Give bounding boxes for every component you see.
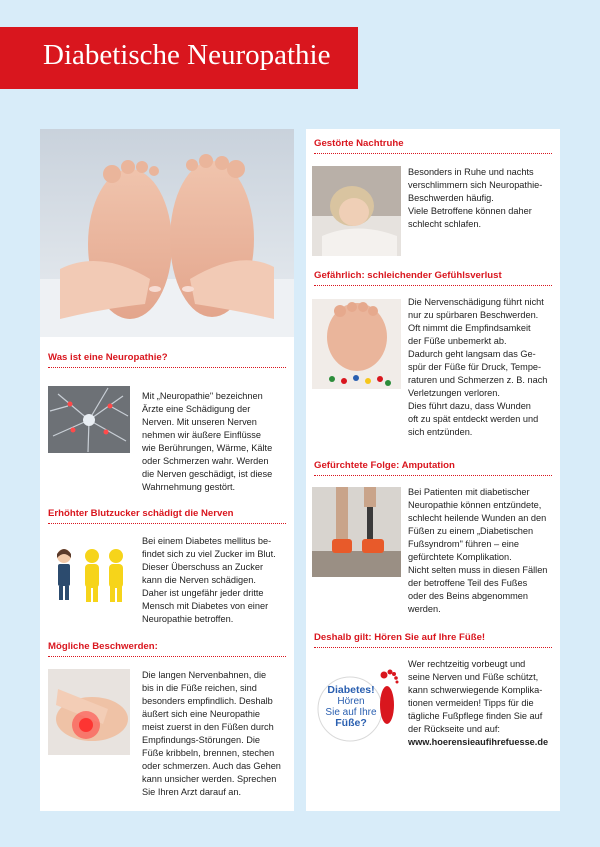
text-line: Ärzte eine Schädigung der <box>142 404 251 414</box>
text-line: Füße kribbeln, brennen, stechen <box>142 748 275 758</box>
badge-line-3: Sie auf Ihre <box>325 707 377 718</box>
text-line: Viele Betroffene können daher <box>408 206 532 216</box>
text-line: Verletzungen verloren. <box>408 388 500 398</box>
text-line: findet sich zu viel Zucker im Blut. <box>142 549 276 559</box>
text-line: werden. <box>408 604 441 614</box>
text-line: Nerven. Mit unseren Nerven <box>142 417 257 427</box>
right-column <box>306 129 560 811</box>
text-line: Die langen Nervenbahnen, die <box>142 670 267 680</box>
text-line: die Nerven geschädigt, ist diese <box>142 469 273 479</box>
text-line: seine Nerven und Füße schützt, <box>408 672 539 682</box>
text-line: Nicht selten muss in diesen Fällen <box>408 565 548 575</box>
text-line: gefürchtete Komplikation. <box>408 552 512 562</box>
section-heading-sleep: Gestörte Nachtruhe <box>314 138 552 154</box>
text-line: Dies führt dazu, dass Wunden <box>408 401 531 411</box>
text-line: oft zu spät entdeckt werden und <box>408 414 539 424</box>
text-line: wie Berührungen, Wärme, Kälte <box>142 443 273 453</box>
badge-line-4: Füße? <box>335 717 367 729</box>
text-line: Oft nimmt die Empfindsamkeit <box>408 323 531 333</box>
prosthesis-image <box>312 487 401 577</box>
section-heading-complaints: Mögliche Beschwerden: <box>48 641 286 657</box>
section-text-numb <box>408 296 547 439</box>
badge-line-2: Hören <box>337 696 365 707</box>
text-line: oder Schmerzen wahr. Werden <box>142 456 269 466</box>
text-line: Wer rechtzeitig vorbeugt und <box>408 659 526 669</box>
text-line: Dadurch geht langsam das Ge- <box>408 349 536 359</box>
text-line: tionen vermeiden! Tipps für die <box>408 698 534 708</box>
text-line: Empfindungs-Störungen. Die <box>142 735 260 745</box>
section-text-listen <box>408 658 548 749</box>
foot-on-pins-image <box>312 299 401 389</box>
text-line: kann schwerwiegende Komplika- <box>408 685 543 695</box>
text-line: Neuropathie betroffen. <box>142 614 234 624</box>
text-line: Fußsyndrom" führen – eine <box>408 539 520 549</box>
text-line: spür der Füße für Druck, Tempe- <box>408 362 542 372</box>
text-line: verschlimmern sich Neuropathie- <box>408 180 543 190</box>
text-line: Mensch mit Diabetes von einer <box>142 601 269 611</box>
section-text-complaints <box>142 669 281 799</box>
section-text-amputation <box>408 486 547 616</box>
text-line: oder schmerzen. Auch das Gehen <box>142 761 281 771</box>
page-title: Diabetische Neuropathie <box>43 39 331 71</box>
text-line: der Füße unbemerkt ab. <box>408 336 507 346</box>
text-line: äußert sich eine Neuropathie <box>142 709 260 719</box>
text-line: Daher ist ungefähr jeder dritte <box>142 588 264 598</box>
badge-line-1: Diabetes! <box>327 684 375 696</box>
text-line: nehmen wir äußere Einflüsse <box>142 430 261 440</box>
text-line: Bei einem Diabetes mellitus be- <box>142 536 272 546</box>
text-line: Mit „Neuropathie" bezeichnen <box>142 391 263 401</box>
website-link[interactable]: www.hoerensieaufihrefuesse.de <box>408 737 549 747</box>
text-line: tägliche Fußpflege finden Sie auf <box>408 711 543 721</box>
sleepless-woman-image <box>312 166 401 256</box>
section-text-sleep <box>408 166 542 231</box>
text-line: Besonders in Ruhe und nachts <box>408 167 534 177</box>
people-illustration <box>48 536 130 609</box>
text-line: Bei Patienten mit diabetischer <box>408 487 530 497</box>
section-heading-numb: Gefährlich: schleichender Gefühlsverlust <box>314 270 552 286</box>
left-column <box>40 129 294 811</box>
text-line: oder des Beins abgenommen <box>408 591 529 601</box>
text-line: meist zuerst in den Füßen durch <box>142 722 274 732</box>
listen-to-feet-badge <box>312 663 401 749</box>
text-line: kann die Nerven schädigen. <box>142 575 256 585</box>
text-line: schlecht heilende Wunden an den <box>408 513 547 523</box>
section-text-sugar <box>142 535 276 626</box>
text-line: Sie Ihren Arzt darauf an. <box>142 787 242 797</box>
text-line: Dieser Überschuss an Zucker <box>142 562 264 572</box>
text-line: Neuropathie können entzündete, <box>408 500 542 510</box>
text-line: Die Nervenschädigung führt nicht <box>408 297 544 307</box>
text-line: besonders empfindlich. Deshalb <box>142 696 273 706</box>
section-text-what <box>142 390 272 494</box>
text-line: Wahrnehmung gestört. <box>142 482 236 492</box>
section-heading-sugar: Erhöhter Blutzucker schädigt die Nerven <box>48 508 286 524</box>
section-heading-what: Was ist eine Neuropathie? <box>48 352 286 368</box>
text-line: kann unsicher werden. Sprechen <box>142 774 277 784</box>
text-line: Beschwerden häufig. <box>408 193 494 203</box>
text-line: schlecht schlafen. <box>408 219 482 229</box>
text-line: bis in die Füße reichen, sind <box>142 683 257 693</box>
text-line: nur zu spürbaren Beschwerden. <box>408 310 539 320</box>
feet-hero-image <box>40 129 294 337</box>
text-line: Füßen zu einem „Diabetischen <box>408 526 534 536</box>
text-line: sich entzünden. <box>408 427 473 437</box>
title-banner <box>0 27 358 89</box>
section-heading-amputation: Gefürchtete Folge: Amputation <box>314 460 552 476</box>
text-line: raturen und Schmerzen z. B. nach <box>408 375 548 385</box>
text-line: der betroffene Teil des Fußes <box>408 578 528 588</box>
section-heading-listen: Deshalb gilt: Hören Sie auf Ihre Füße! <box>314 632 552 648</box>
painful-foot-image <box>48 669 130 755</box>
neuron-image <box>48 386 130 453</box>
text-line: der Rückseite und auf: <box>408 724 500 734</box>
